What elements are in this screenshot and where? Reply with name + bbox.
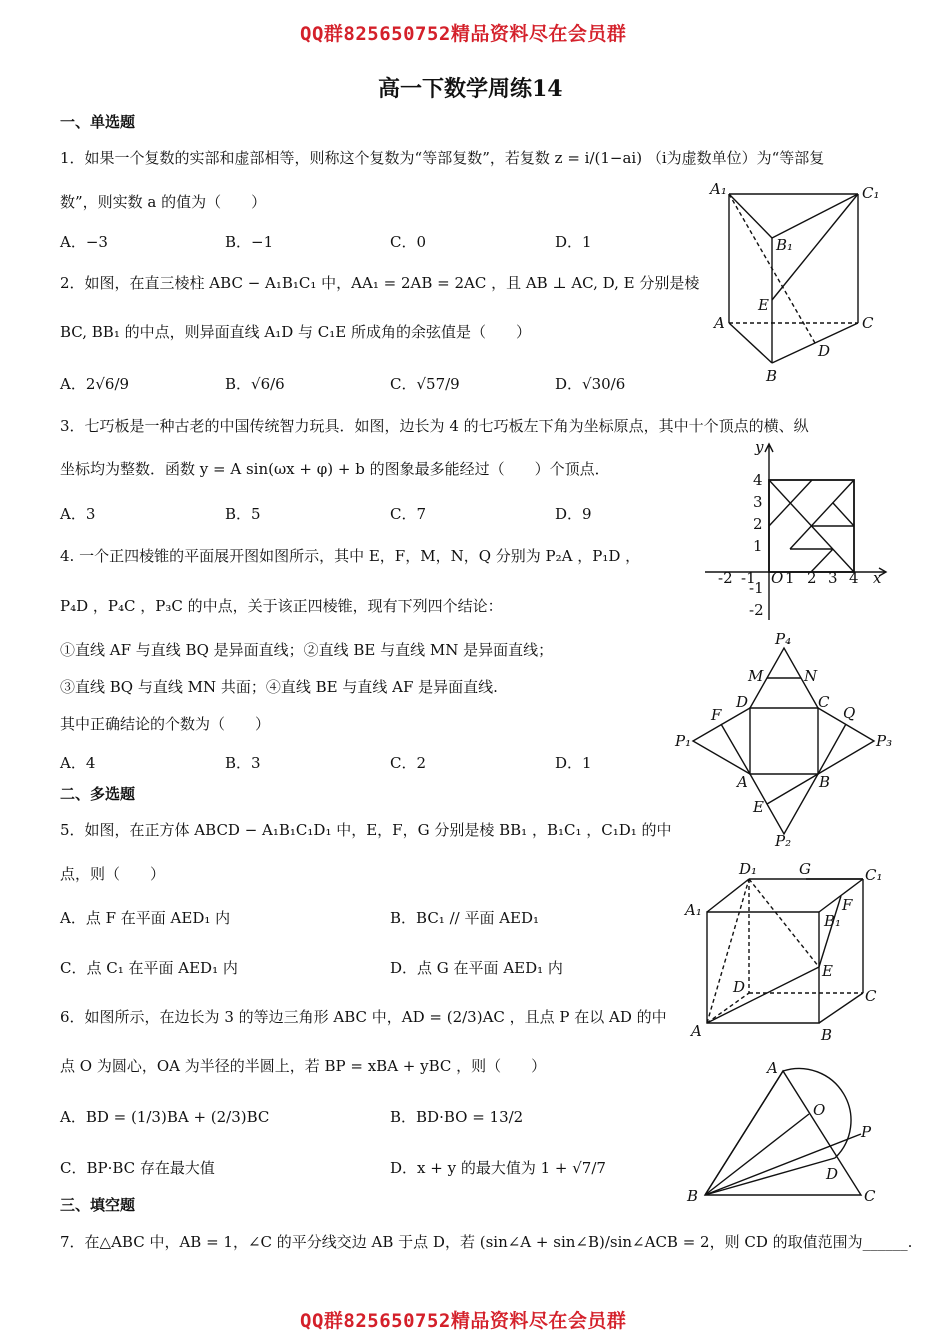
q1-option-c: C．0	[390, 233, 427, 251]
tangram-tick-ym2: -2	[749, 601, 764, 619]
net-label-n: N	[804, 667, 818, 685]
net-label-p1: P₁	[675, 732, 692, 750]
q2-option-c: C．√57/9	[390, 375, 460, 393]
tangram-figure	[705, 440, 895, 625]
q4-option-a: A．4	[60, 754, 96, 772]
tangram-tick-ym1: -1	[749, 579, 764, 597]
q1-option-d: D．1	[555, 233, 592, 251]
tangram-tick-x1: 1	[785, 569, 795, 587]
tangram-tick-y4: 4	[753, 471, 763, 489]
q1-line2: 数”，则实数 a 的值为（ ）	[60, 193, 267, 211]
cube-label-a: A	[691, 1022, 702, 1040]
triangle-label-a: A	[767, 1059, 778, 1077]
q2-option-a: A．2√6/9	[60, 375, 130, 393]
net-label-q: Q	[843, 704, 856, 722]
q4-line4: ③直线 BQ 与直线 MN 共面；④直线 BE 与直线 AF 是异面直线.	[60, 678, 498, 696]
cube-label-d: D	[733, 978, 746, 996]
tangram-axis-x: x	[873, 569, 882, 587]
q5-option-d: D．点 G 在平面 AED₁ 内	[390, 959, 563, 977]
prism-label-e: E	[758, 296, 769, 314]
net-figure	[675, 632, 895, 852]
triangle-figure	[683, 1055, 883, 1205]
section-fill-in: 三、填空题	[60, 1196, 136, 1214]
tangram-tick-xm2: -2	[718, 569, 733, 587]
cube-label-c1: C₁	[865, 866, 883, 884]
q5-line2: 点，则（ ）	[60, 865, 166, 883]
q1-option-b: B．−1	[225, 233, 274, 251]
q6-line1: 6．如图所示，在边长为 3 的等边三角形 ABC 中，AD = (2/3)AC ，且点 P 在以 AD 的中	[60, 1008, 667, 1026]
tangram-tick-y1: 1	[753, 537, 763, 555]
prism-label-b1: B₁	[776, 236, 794, 254]
net-label-p2: P₂	[775, 832, 792, 850]
q4-line5: 其中正确结论的个数为（ ）	[60, 715, 271, 733]
tangram-tick-x2: 2	[807, 569, 817, 587]
q4-option-c: C．2	[390, 754, 427, 772]
q1-option-a: A．−3	[60, 233, 108, 251]
prism-label-c: C	[862, 314, 874, 332]
cube-label-a1: A₁	[685, 901, 702, 919]
net-label-f: F	[711, 706, 722, 724]
q6-option-b: B．BD·BO = 13/2	[390, 1108, 524, 1126]
prism-label-d: D	[818, 342, 831, 360]
page-title: 高一下数学周练14	[378, 76, 563, 102]
cube-label-e: E	[822, 962, 833, 980]
tangram-tick-x4: 4	[849, 569, 859, 587]
cube-figure	[685, 860, 895, 1050]
triangle-label-o: O	[813, 1101, 826, 1119]
section-multi-choice: 二、多选题	[60, 785, 136, 803]
q3-option-d: D．9	[555, 505, 592, 523]
q1-line1: 1．如果一个复数的实部和虚部相等，则称这个复数为“等部复数”，若复数 z = i/(1−ai) （i为虚数单位）为“等部复	[60, 149, 825, 167]
net-label-p3: P₃	[876, 732, 893, 750]
cube-label-b1: B₁	[824, 912, 842, 930]
section-single-choice: 一、单选题	[60, 113, 136, 131]
tangram-tick-x3: 3	[828, 569, 838, 587]
tangram-axis-y: y	[755, 438, 764, 456]
tangram-tick-y2: 2	[753, 515, 763, 533]
cube-label-d1: D₁	[739, 860, 758, 878]
net-label-b: B	[819, 773, 831, 791]
q2-option-d: D．√30/6	[555, 375, 626, 393]
q4-line3: ①直线 AF 与直线 BQ 是异面直线；②直线 BE 与直线 MN 是异面直线；	[60, 641, 554, 659]
watermark-bottom: QQ群825650752精品资料尽在会员群	[300, 1310, 627, 1332]
q4-line1: 4. 一个正四棱锥的平面展开图如图所示，其中 E，F，M，N，Q 分别为 P₂A ，P₁D ，	[60, 547, 641, 565]
q3-line2: 坐标均为整数．函数 y = A sin(ωx + φ) + b 的图象最多能经过（ ）个顶点．	[60, 460, 610, 478]
q6-option-d: D．x + y 的最大值为 1 + √7/7	[390, 1159, 606, 1177]
cube-label-f: F	[842, 896, 853, 914]
triangle-label-c: C	[864, 1187, 876, 1205]
triangle-label-b: B	[687, 1187, 699, 1205]
q3-line1: 3．七巧板是一种古老的中国传统智力玩具．如图，边长为 4 的七巧板左下角为坐标原点，其中十个顶点的横、纵	[60, 417, 809, 435]
prism-label-b: B	[766, 367, 778, 385]
q6-option-c: C．BP·BC 存在最大值	[60, 1159, 215, 1177]
q3-option-b: B．5	[225, 505, 261, 523]
net-label-e: E	[753, 798, 764, 816]
q5-option-a: A．点 F 在平面 AED₁ 内	[60, 909, 231, 927]
net-label-d: D	[736, 693, 749, 711]
net-label-p4: P₄	[775, 630, 792, 648]
q4-line2: P₄D ，P₄C ，P₃C 的中点，关于该正四棱锥，现有下列四个结论：	[60, 597, 503, 615]
net-label-c: C	[818, 693, 830, 711]
q4-option-b: B．3	[225, 754, 261, 772]
q3-option-c: C．7	[390, 505, 427, 523]
cube-label-g: G	[799, 860, 811, 878]
tangram-tick-y3: 3	[753, 493, 763, 511]
net-label-m: M	[748, 667, 764, 685]
watermark-top: QQ群825650752精品资料尽在会员群	[300, 23, 627, 45]
q7-line1: 7．在△ABC 中，AB = 1，∠C 的平分线交边 AB 于点 D，若 (sin∠A + sin∠B)/sin∠ACB = 2，则 CD 的取值范围为______.	[60, 1233, 913, 1251]
triangle-label-p: P	[861, 1123, 872, 1141]
prism-label-a: A	[714, 314, 725, 332]
q2-option-b: B．√6/6	[225, 375, 285, 393]
tangram-tick-xm1: -1	[741, 569, 756, 587]
q4-option-d: D．1	[555, 754, 592, 772]
triangle-label-d: D	[826, 1165, 839, 1183]
prism-label-a1: A₁	[710, 180, 727, 198]
q2-line2: BC, BB₁ 的中点，则异面直线 A₁D 与 C₁E 所成角的余弦值是（ ）	[60, 323, 531, 341]
net-label-a: A	[737, 773, 748, 791]
tangram-tick-origin: O	[771, 569, 784, 587]
q6-line2: 点 O 为圆心，OA 为半径的半圆上，若 BP = xBA + yBC ，则（ ）	[60, 1057, 547, 1075]
q5-option-c: C．点 C₁ 在平面 AED₁ 内	[60, 959, 238, 977]
prism-label-c1: C₁	[862, 184, 880, 202]
prism-figure	[700, 178, 900, 388]
q6-option-a: A．BD = (1/3)BA + (2/3)BC	[60, 1108, 270, 1126]
cube-label-b: B	[821, 1026, 833, 1044]
q2-line1: 2．如图，在直三棱柱 ABC − A₁B₁C₁ 中，AA₁ = 2AB = 2AC ，且 AB ⊥ AC, D, E 分别是棱	[60, 274, 700, 292]
q5-line1: 5．如图，在正方体 ABCD − A₁B₁C₁D₁ 中，E，F，G 分别是棱 BB₁ ，B₁C₁ ，C₁D₁ 的中	[60, 821, 672, 839]
q3-option-a: A．3	[60, 505, 96, 523]
cube-label-c: C	[865, 987, 877, 1005]
q5-option-b: B．BC₁ // 平面 AED₁	[390, 909, 540, 927]
